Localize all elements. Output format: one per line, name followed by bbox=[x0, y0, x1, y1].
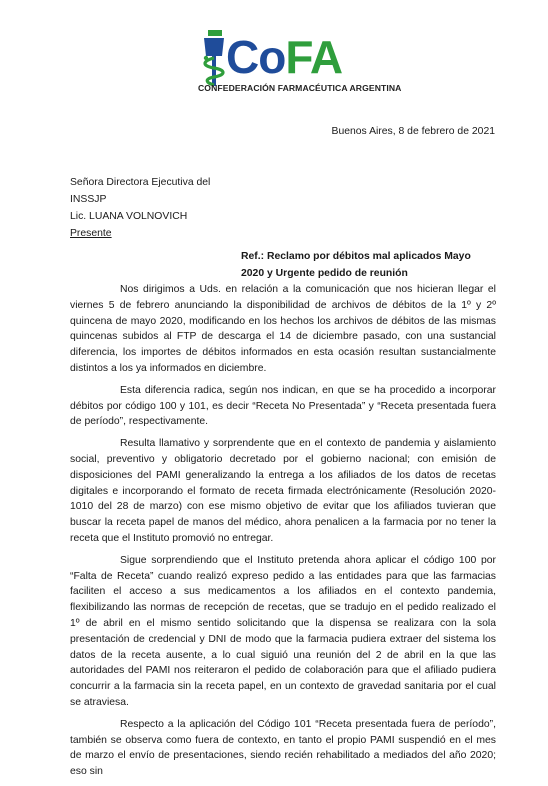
paragraph: Sigue sorprendiendo que el Instituto pretenda ahora aplicar el código 100 por “Falta de Receta” cuando realizó expreso pedido a las entidades para que las farmacias faciliten el acceso a sus medicamentos a los afiliados en el contexto pandemia, flexibilizando las normas de recepción de recetas, que se tradujo en el pedido realizado el 1º de abril en el mismo sentido solicitando que la dispensa se realizara con la sola presentación de credencial y DNI de modo que la farmacia pudiera extraer del sistema los datos de la receta ausente, a lo cual siguió una reunión del 2 de abril en la que las autoridades del PAMI nos reiteraron el pedido de colaboración para que el afiliado pudiera concurrir a la farmacia sin la receta papel, en un contexto de gravedad sanitaria por el cual se atraviesa. bbox=[70, 554, 496, 708]
logo-subtitle: CONFEDERACIÓN FARMACÉUTICA ARGENTINA bbox=[198, 83, 402, 93]
recipient-name: Lic. LUANA VOLNOVICH bbox=[70, 211, 188, 222]
letter-body bbox=[70, 282, 496, 786]
paragraph: Resulta llamativo y sorprendente que en el contexto de pandemia y aislamiento social, preventivo y obligatorio decretado por el gobierno nacional; con emisión de disposiciones del PAMI generalizando la entrega a los afiliados de los datos de recetas digitales e incorporando el formato de receta firmada electrónicamente (Resolución 2020-1010 del 28 de marzo) con ese mismo objetivo de evitar que los afiliados tuvieran que buscar la receta papel de manos del médico, ahora penalicen a la farmacia por no tener la receta que el Instituto promovió no entregar. bbox=[70, 438, 496, 544]
logo-wordmark-co: Co bbox=[226, 31, 286, 83]
reference-line: Ref.: Reclamo por débitos mal aplicados Mayo 2020 y Urgente pedido de reunión bbox=[241, 251, 471, 279]
letter-date: Buenos Aires, 8 de febrero de 2021 bbox=[331, 126, 495, 137]
recipient-title: Señora Directora Ejecutiva del bbox=[70, 177, 211, 188]
recipient-institution: INSSJP bbox=[70, 194, 107, 205]
logo-wordmark-fa: FA bbox=[285, 31, 343, 83]
paragraph: Respecto a la aplicación del Código 101 “Receta presentada fuera de período”, también se observa como fuera de contexto, en tanto el propio PAMI suspendió en el mes de marzo el envío de presentaciones, siendo recién rehabilitado a mediados del año 2020; eso sin bbox=[70, 718, 496, 778]
recipient-presente: Presente bbox=[70, 228, 112, 239]
recipient-block bbox=[70, 175, 210, 243]
paragraph: Esta diferencia radica, según nos indican, en que se ha procedido a incorporar débitos por código 100 y 101, es decir “Receta No Presentada” y “Receta presentada fuera de período”, respectivamente. bbox=[70, 384, 496, 428]
pharmacy-emblem-icon bbox=[198, 30, 228, 88]
cofa-logo bbox=[196, 26, 402, 98]
paragraph: Nos dirigimos a Uds. en relación a la comunicación que nos hicieran llegar el viernes 5 de febrero anunciando la disponibilidad de archivos de débitos de la 1º y 2º quincena de mayo 2020, modificando en los hechos los archivos de débitos de las mismas quincenas subidos al FTP de descarga el 14 de diciembre pasado, con una sustancial diferencia, los importes de débitos informados en esta ocasión resultan sustancialmente distintos a los ya informados en diciembre. bbox=[70, 284, 496, 374]
logo-wordmark bbox=[226, 26, 342, 88]
